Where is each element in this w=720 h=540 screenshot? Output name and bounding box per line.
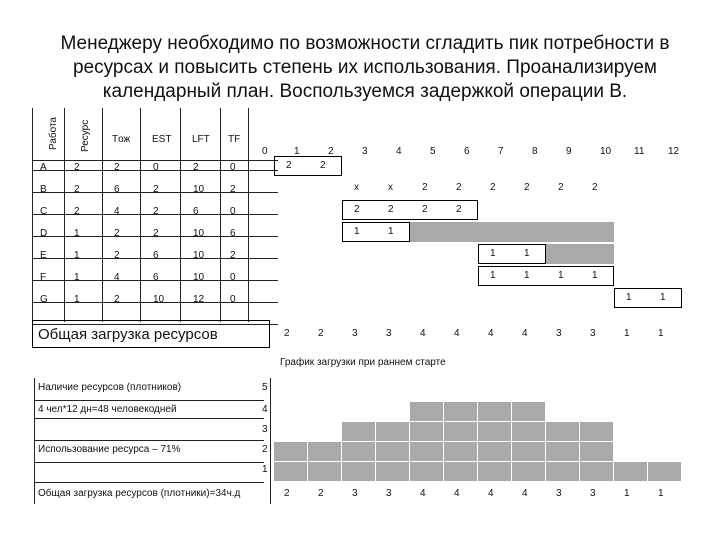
load-block (512, 462, 545, 481)
column-divider (180, 108, 181, 322)
load-block (410, 402, 443, 421)
timeline-tick: 10 (600, 146, 612, 157)
table-cell: 1 (74, 250, 80, 261)
activity-bar (478, 244, 546, 264)
table-cell: 6 (230, 228, 236, 239)
activity-bar (274, 156, 342, 176)
load-block (478, 462, 511, 481)
total-load-value: 4 (454, 328, 460, 339)
bottom-load-value: 4 (420, 488, 426, 499)
tf-column-header: TF (228, 134, 241, 145)
bar-value: 2 (456, 182, 462, 193)
bar-value: 1 (388, 226, 394, 237)
load-block (648, 462, 681, 481)
total-load-value: 1 (658, 328, 664, 339)
level-tick: 5 (262, 382, 268, 393)
total-load-value: 3 (386, 328, 392, 339)
bar-value: 2 (456, 204, 462, 215)
table-cell: F (40, 272, 47, 283)
level-tick: 4 (262, 404, 268, 415)
header-divider (32, 160, 278, 161)
table-cell: 6 (193, 206, 199, 217)
bar-value: 1 (490, 248, 496, 259)
total-load-value: 2 (284, 328, 290, 339)
total-load-value: 3 (352, 328, 358, 339)
load-block (614, 462, 647, 481)
table-cell: 0 (230, 162, 236, 173)
bar-value: 1 (524, 248, 530, 259)
table-cell: 2 (153, 228, 159, 239)
load-block (580, 462, 613, 481)
table-cell: 2 (74, 162, 80, 173)
bar-value: 2 (286, 160, 292, 171)
bar-value: 2 (422, 182, 428, 193)
bottom-load-value: 1 (624, 488, 630, 499)
chart-frame (34, 462, 264, 463)
total-load-value: 4 (488, 328, 494, 339)
table-cell: 2 (114, 250, 120, 261)
bar-value: x (354, 182, 359, 193)
load-block (376, 422, 409, 441)
table-cell: 1 (74, 272, 80, 283)
slack-shade (410, 222, 614, 242)
load-block (512, 422, 545, 441)
table-cell: 10 (193, 272, 205, 283)
load-block (546, 462, 579, 481)
table-cell: B (40, 184, 47, 195)
load-block (274, 462, 307, 481)
table-cell: 1 (74, 294, 80, 305)
load-block (478, 422, 511, 441)
level-tick: 1 (262, 464, 268, 475)
load-block (308, 442, 341, 461)
timeline-tick: 9 (566, 146, 572, 157)
timeline-tick: 3 (362, 146, 368, 157)
total-load-label: Общая загрузка ресурсов (38, 326, 218, 343)
table-cell: 4 (114, 272, 120, 283)
bar-value: 1 (558, 270, 564, 281)
table-cell: 2 (114, 228, 120, 239)
load-block (274, 442, 307, 461)
load-block (478, 402, 511, 421)
table-cell: 0 (230, 272, 236, 283)
table-cell: D (40, 228, 48, 239)
timeline-tick: 8 (532, 146, 538, 157)
bar-value: 1 (592, 270, 598, 281)
bar-value: 1 (524, 270, 530, 281)
timeline-tick: 1 (294, 146, 300, 157)
table-cell: 10 (153, 294, 165, 305)
timeline-tick: 2 (328, 146, 334, 157)
bar-value: 2 (320, 160, 326, 171)
table-cell: G (40, 294, 48, 305)
availability-label: Наличие ресурсов (плотников) (38, 382, 182, 393)
bar-value: x (388, 182, 393, 193)
bar-value: 1 (354, 226, 360, 237)
table-cell: A (40, 162, 47, 173)
bar-value: 2 (354, 204, 360, 215)
load-block (512, 442, 545, 461)
lft-column-header: LFT (192, 134, 210, 145)
table-cell: 2 (74, 206, 80, 217)
table-cell: 2 (74, 184, 80, 195)
bar-value: 1 (660, 292, 666, 303)
bar-value: 2 (592, 182, 598, 193)
activity-bar (342, 222, 410, 242)
table-cell: 4 (114, 206, 120, 217)
load-block (342, 422, 375, 441)
page-title: Менеджеру необходимо по возможности сгладить пик потребности в ресурсах и повысить степень их использования. Проанализируем календарный план. Воспользуемся задержкой операции В. (60, 33, 670, 102)
chart-frame (34, 482, 264, 483)
table-cell: 2 (230, 184, 236, 195)
t-column-header: Tож (112, 134, 131, 145)
bar-value: 1 (626, 292, 632, 303)
total-load-value: 3 (556, 328, 562, 339)
availability-label: Использование ресурса – 71% (38, 444, 181, 455)
table-cell: 2 (193, 162, 199, 173)
bottom-load-value: 2 (284, 488, 290, 499)
chart-frame (270, 378, 271, 504)
load-block (342, 442, 375, 461)
bar-value: 2 (490, 182, 496, 193)
load-block (546, 442, 579, 461)
column-divider (220, 108, 221, 322)
column-divider (32, 108, 33, 322)
total-load-value: 1 (624, 328, 630, 339)
resource-column-header: Ресурс (80, 119, 91, 152)
load-block (308, 462, 341, 481)
timeline-tick: 11 (634, 146, 645, 157)
chart-title: График загрузки при раннем старте (280, 357, 446, 368)
load-block (444, 442, 477, 461)
bottom-load-value: 4 (488, 488, 494, 499)
table-cell: 10 (193, 184, 205, 195)
table-cell: E (40, 250, 47, 261)
total-load-value: 2 (318, 328, 324, 339)
timeline-tick: 0 (262, 146, 268, 157)
column-divider (248, 108, 249, 322)
load-block (478, 442, 511, 461)
table-cell: 10 (193, 250, 205, 261)
load-block (580, 422, 613, 441)
chart-frame (34, 440, 264, 441)
table-cell: 2 (153, 206, 159, 217)
table-cell: 6 (153, 272, 159, 283)
bar-value: 2 (422, 204, 428, 215)
timeline-tick: 12 (668, 146, 680, 157)
table-cell: 2 (230, 250, 236, 261)
chart-frame (34, 400, 264, 401)
load-block (444, 402, 477, 421)
column-divider (102, 108, 103, 322)
load-block (410, 442, 443, 461)
load-block (546, 422, 579, 441)
table-cell: C (40, 206, 48, 217)
load-block (444, 462, 477, 481)
bottom-load-value: 1 (658, 488, 664, 499)
total-load-box (32, 320, 270, 348)
bottom-load-value: 3 (386, 488, 392, 499)
table-cell: 2 (153, 184, 159, 195)
table-cell: 0 (230, 206, 236, 217)
load-block (410, 422, 443, 441)
load-block (342, 462, 375, 481)
slack-shade (546, 244, 614, 264)
timeline-tick: 6 (464, 146, 470, 157)
total-load-value: 4 (522, 328, 528, 339)
bottom-load-value: 4 (454, 488, 460, 499)
level-tick: 2 (262, 444, 268, 455)
table-cell: 6 (114, 184, 120, 195)
table-cell: 1 (74, 228, 80, 239)
table-cell: 2 (114, 294, 120, 305)
load-block (512, 402, 545, 421)
load-block (376, 442, 409, 461)
table-cell: 6 (153, 250, 159, 261)
table-cell: 10 (193, 228, 205, 239)
activity-bar (614, 288, 682, 308)
table-cell: 0 (230, 294, 236, 305)
level-tick: 3 (262, 424, 268, 435)
load-block (580, 442, 613, 461)
est-column-header: EST (152, 134, 172, 145)
bottom-load-value: 3 (556, 488, 562, 499)
bottom-load-value: 3 (352, 488, 358, 499)
table-cell: 2 (114, 162, 120, 173)
bar-value: 1 (490, 270, 496, 281)
timeline-tick: 7 (498, 146, 504, 157)
bottom-load-value: 3 (590, 488, 596, 499)
availability-label: Общая загрузка ресурсов (плотники)=34ч.д (38, 488, 241, 499)
table-cell: 0 (153, 162, 159, 173)
bottom-load-value: 4 (522, 488, 528, 499)
column-divider (140, 108, 141, 322)
availability-label: 4 чел*12 дн=48 человекодней (38, 404, 177, 415)
load-block (376, 462, 409, 481)
bottom-load-value: 2 (318, 488, 324, 499)
table-cell: 12 (193, 294, 205, 305)
total-load-value: 3 (590, 328, 596, 339)
bar-value: 2 (388, 204, 394, 215)
load-block (410, 462, 443, 481)
timeline-tick: 5 (430, 146, 436, 157)
timeline-tick: 4 (396, 146, 402, 157)
chart-frame (34, 418, 264, 419)
chart-frame (34, 378, 35, 504)
column-divider (64, 108, 65, 322)
bar-value: 2 (558, 182, 564, 193)
bar-value: 2 (524, 182, 530, 193)
load-block (444, 422, 477, 441)
work-column-header: Работа (48, 117, 59, 150)
total-load-value: 4 (420, 328, 426, 339)
